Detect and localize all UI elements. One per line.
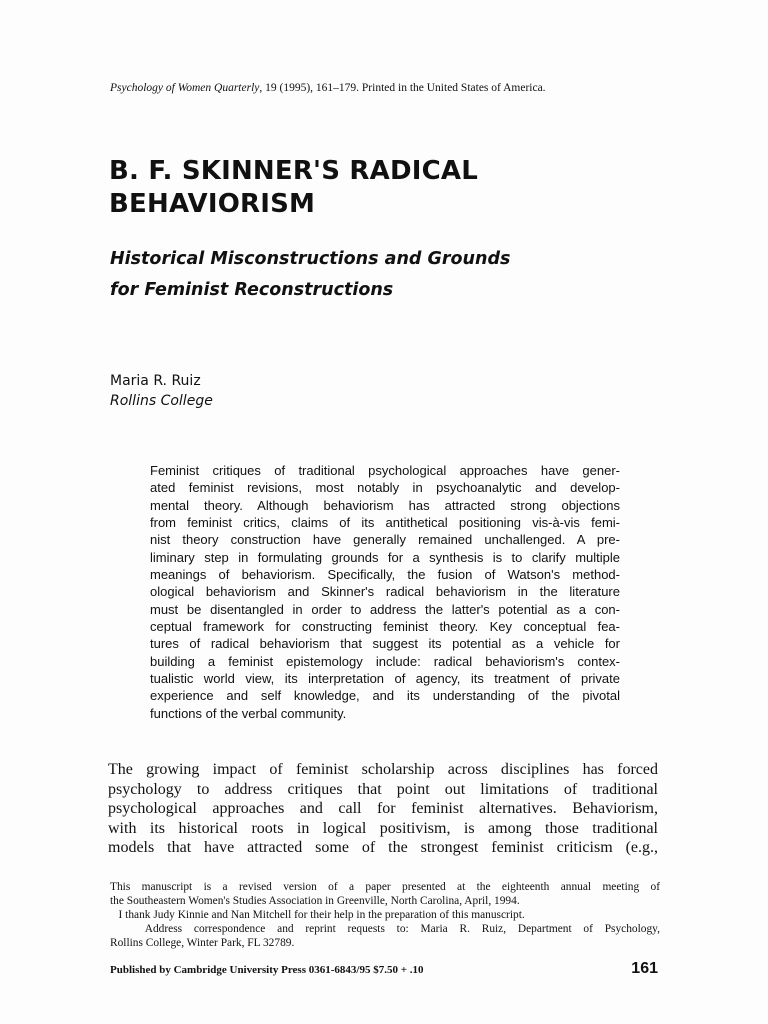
abstract-line: experience and self knowledge, and its understanding of the pivotal (150, 688, 620, 704)
running-head (110, 82, 670, 94)
publisher-line: Published by Cambridge University Press 0361-6843/95 $7.50 + .10 (110, 964, 424, 976)
abstract-line: functions of the verbal community. (150, 705, 347, 721)
abstract-line: from feminist critics, claims of its antithetical positioning vis-à-vis femi- (150, 515, 620, 531)
footnote-line: the Southeastern Women's Studies Association in Greenville, North Carolina, April, 1994. (110, 895, 520, 907)
body-paragraph (108, 760, 658, 858)
article-title-line-2: BEHAVIORISM (109, 189, 316, 219)
abstract-line: must be disentangled in order to address the latter's potential as a con- (150, 601, 620, 617)
abstract-line: tualistic world view, its interpretation of agency, its treatment of private (150, 671, 620, 687)
author-name: Maria R. Ruiz (110, 373, 201, 389)
article-subtitle-line-2: for Feminist Reconstructions (110, 280, 394, 300)
body-line: psychology to address critiques that point out limitations of traditional (108, 780, 658, 798)
abstract-line: nist theory construction have generally remained unchallenged. A pre- (150, 532, 620, 548)
abstract-line: ceptual framework for constructing feminist theory. Key conceptual fea- (150, 619, 620, 635)
abstract-line: tures of radical behaviorism that suggest its potential as a vehicle for (150, 636, 620, 652)
abstract-line: Feminist critiques of traditional psychological approaches have gener- (150, 463, 620, 478)
body-line: with its historical roots in logical positivism, is among those traditional (108, 819, 658, 837)
abstract-line: liminary step in formulating grounds for a synthesis is to clarify multiple (150, 549, 620, 565)
running-head-details: , 19 (1995), 161–179. Printed in the United States of America. (259, 82, 546, 94)
journal-name: Psychology of Women Quarterly (110, 82, 260, 94)
article-title (109, 155, 669, 221)
abstract-line: ated feminist revisions, most notably in psychoanalytic and develop- (150, 480, 620, 496)
footnote-line: This manuscript is a revised version of a paper presented at the eighteenth annual meeting of (110, 881, 660, 893)
abstract-line: mental theory. Although behaviorism has attracted strong objections (150, 497, 620, 513)
article-subtitle-line-1: Historical Misconstructions and Grounds (110, 249, 511, 269)
abstract-line: building a feminist epistemology include: radical behaviorism's contex- (150, 653, 620, 669)
abstract-line: meanings of behaviorism. Specifically, the fusion of Watson's method- (150, 567, 620, 583)
body-line: psychological approaches and call for feminist alternatives. Behaviorism, (108, 800, 658, 818)
page-footer (110, 960, 658, 980)
author-affiliation: Rollins College (110, 393, 213, 409)
footnote (110, 880, 660, 950)
abstract-line: ological behaviorism and Skinner's radical behaviorism in the literature (150, 584, 620, 600)
footnote-line: I thank Judy Kinnie and Nan Mitchell for their help in the preparation of this manuscript. (110, 909, 525, 921)
abstract (150, 462, 620, 722)
article-subtitle (110, 244, 670, 306)
body-line: models that have attracted some of the strongest feminist criticism (e.g., (108, 839, 658, 857)
article-title-line-1: B. F. SKINNER'S RADICAL (109, 156, 478, 186)
body-line: The growing impact of feminist scholarship across disciplines has forced (108, 761, 658, 778)
footnote-line: Address correspondence and reprint requests to: Maria R. Ruiz, Department of Psychology, (110, 923, 660, 935)
page-number: 161 (631, 960, 658, 977)
footnote-line: Rollins College, Winter Park, FL 32789. (110, 937, 295, 949)
